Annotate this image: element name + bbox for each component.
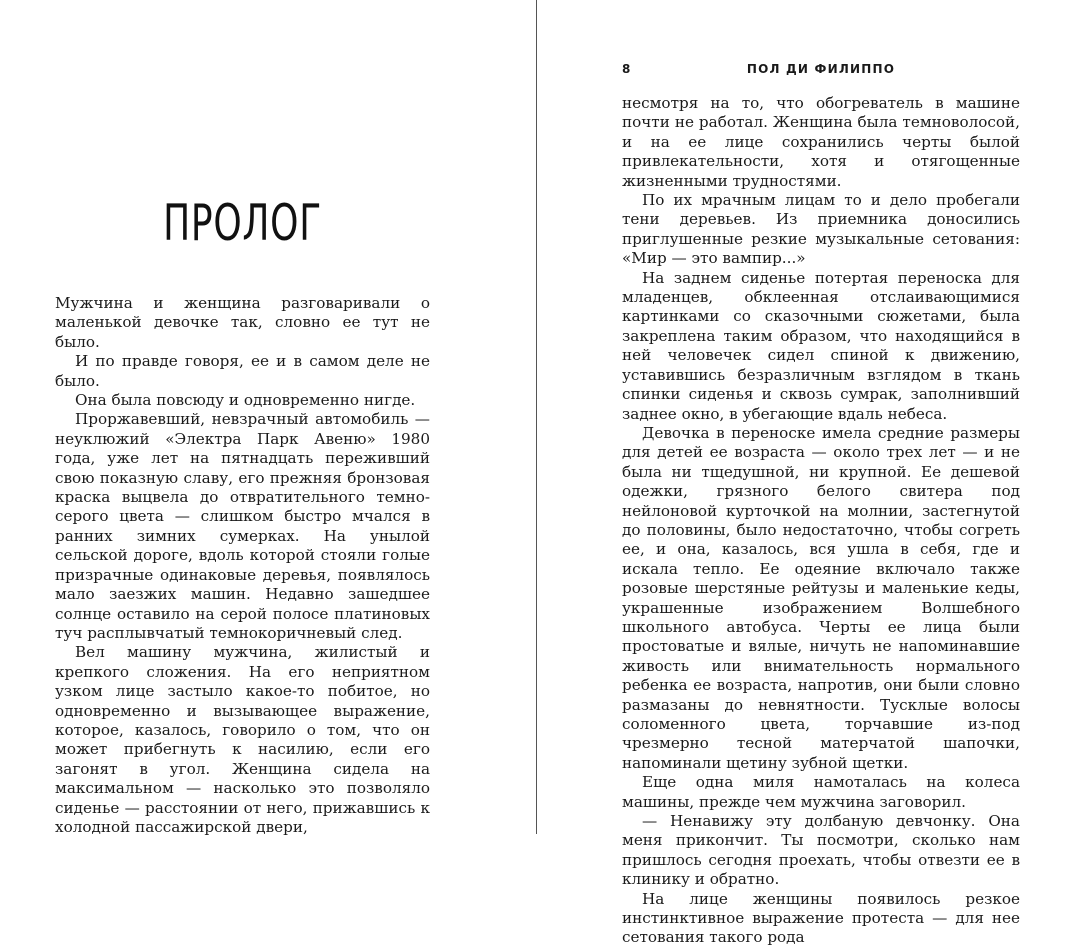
paragraph: Она была повсюду и одновременно нигде. [75,391,416,410]
right-page [537,0,1075,947]
paragraph: Вел машину мужчина, жилистый и крепкого сложения. На его неприятном узком лице застыло какое-то побитое, но одновременно и вызывающее выражение, которое, казалось, говорило о том, что он может прибегнуть к насилию, если его загонят в угол. Женщина сидела на максимальном — насколько это позволяло сиденье — расстоянии от него, прижавшись к холодной пассажирской двери, [55,643,430,836]
paragraph: Мужчина и женщина разговаривали о маленькой девочке так, словно ее тут не было. [55,294,430,351]
left-page [0,0,536,834]
running-head-author: ПОЛ ДИ ФИЛИППО [746,62,896,76]
paragraph: несмотря на то, что обогреватель в машине почти не работал. Женщина была темноволосой, и на ее лице сохранились черты былой привлекательности, хотя и отягощенные жизненными трудностями. [622,94,1020,190]
paragraph: — Ненавижу эту долбаную девчонку. Она меня прикончит. Ты посмотри, сколько нам пришлось сегодня проехать, чтобы отвезти ее в клинику и обратно. [622,812,1020,889]
paragraph: Еще одна миля намоталась на колеса машины, прежде чем мужчина заговорил. [622,773,1020,811]
chapter-title: ПРОЛОГ [163,193,322,252]
paragraph: Девочка в переноске имела средние размеры для детей ее возраста — около трех лет — и не была ни тщедушной, ни крупной. Ее дешевой одежки, грязного белого свитера под нейлоновой курточкой на молнии, застегнутой до половины, было недостаточно, чтобы согреть ее, и она, казалось, вся ушла в себя, где и искала тепло. Ее одеяние включало также розовые шерстяные рейтузы и маленькие кеды, украшенные изображением Волшебного школьного автобуса. Черты ее лица были простоватые и вялые, ничуть не напоминавшие живость или внимательность нормального ребенка ее возраста, напротив, они были словно размазаны до невнятности. Тусклые волосы соломенного цвета, торчавшие из-под чрезмерно тесной матерчатой шапочки, напоминали щетину зубной щетки. [622,423,1020,772]
paragraph: Проржавевший, невзрачный автомобиль — неуклюжий «Электра Парк Авеню» 1980 года, уже лет на пятнадцать переживший свою показную славу, его прежняя бронзовая краска выцвела до отвратительного темно-серого цвета — слишком быстро мчался в ранних зимних сумерках. На унылой сельской дороге, вдоль которой стояли голые призрачные одинаковые деревья, появлялось мало заезжих машин. Недавно зашедшее солнце оставило на серой полосе платиновых туч расплывчатый темнокоричневый след. [55,410,430,642]
right-page-text [622,94,1020,948]
paragraph: На заднем сиденье потертая переноска для младенцев, обклеенная отслаивающимися картинками со сказочными сюжетами, была закреплена таким образом, что находящийся в ней человечек сидел спиной к движению, уставившись безразличным взглядом в ткань спинки сиденья и сквозь сумрак, заполнивший заднее окно, в убегающие вдаль небеса. [622,268,1020,423]
paragraph: И по правде говоря, ее и в самом деле не было. [55,352,430,390]
paragraph: На лице женщины появилось резкое инстинктивное выражение протеста — для нее сетования такого рода [622,889,1020,947]
paragraph: По их мрачным лицам то и дело пробегали тени деревьев. Из приемника доносились приглушенные резкие музыкальные сетования: «Мир — это вампир...» [622,191,1020,268]
running-head [622,62,1020,80]
left-page-text [55,294,430,837]
page-number: 8 [622,62,632,76]
